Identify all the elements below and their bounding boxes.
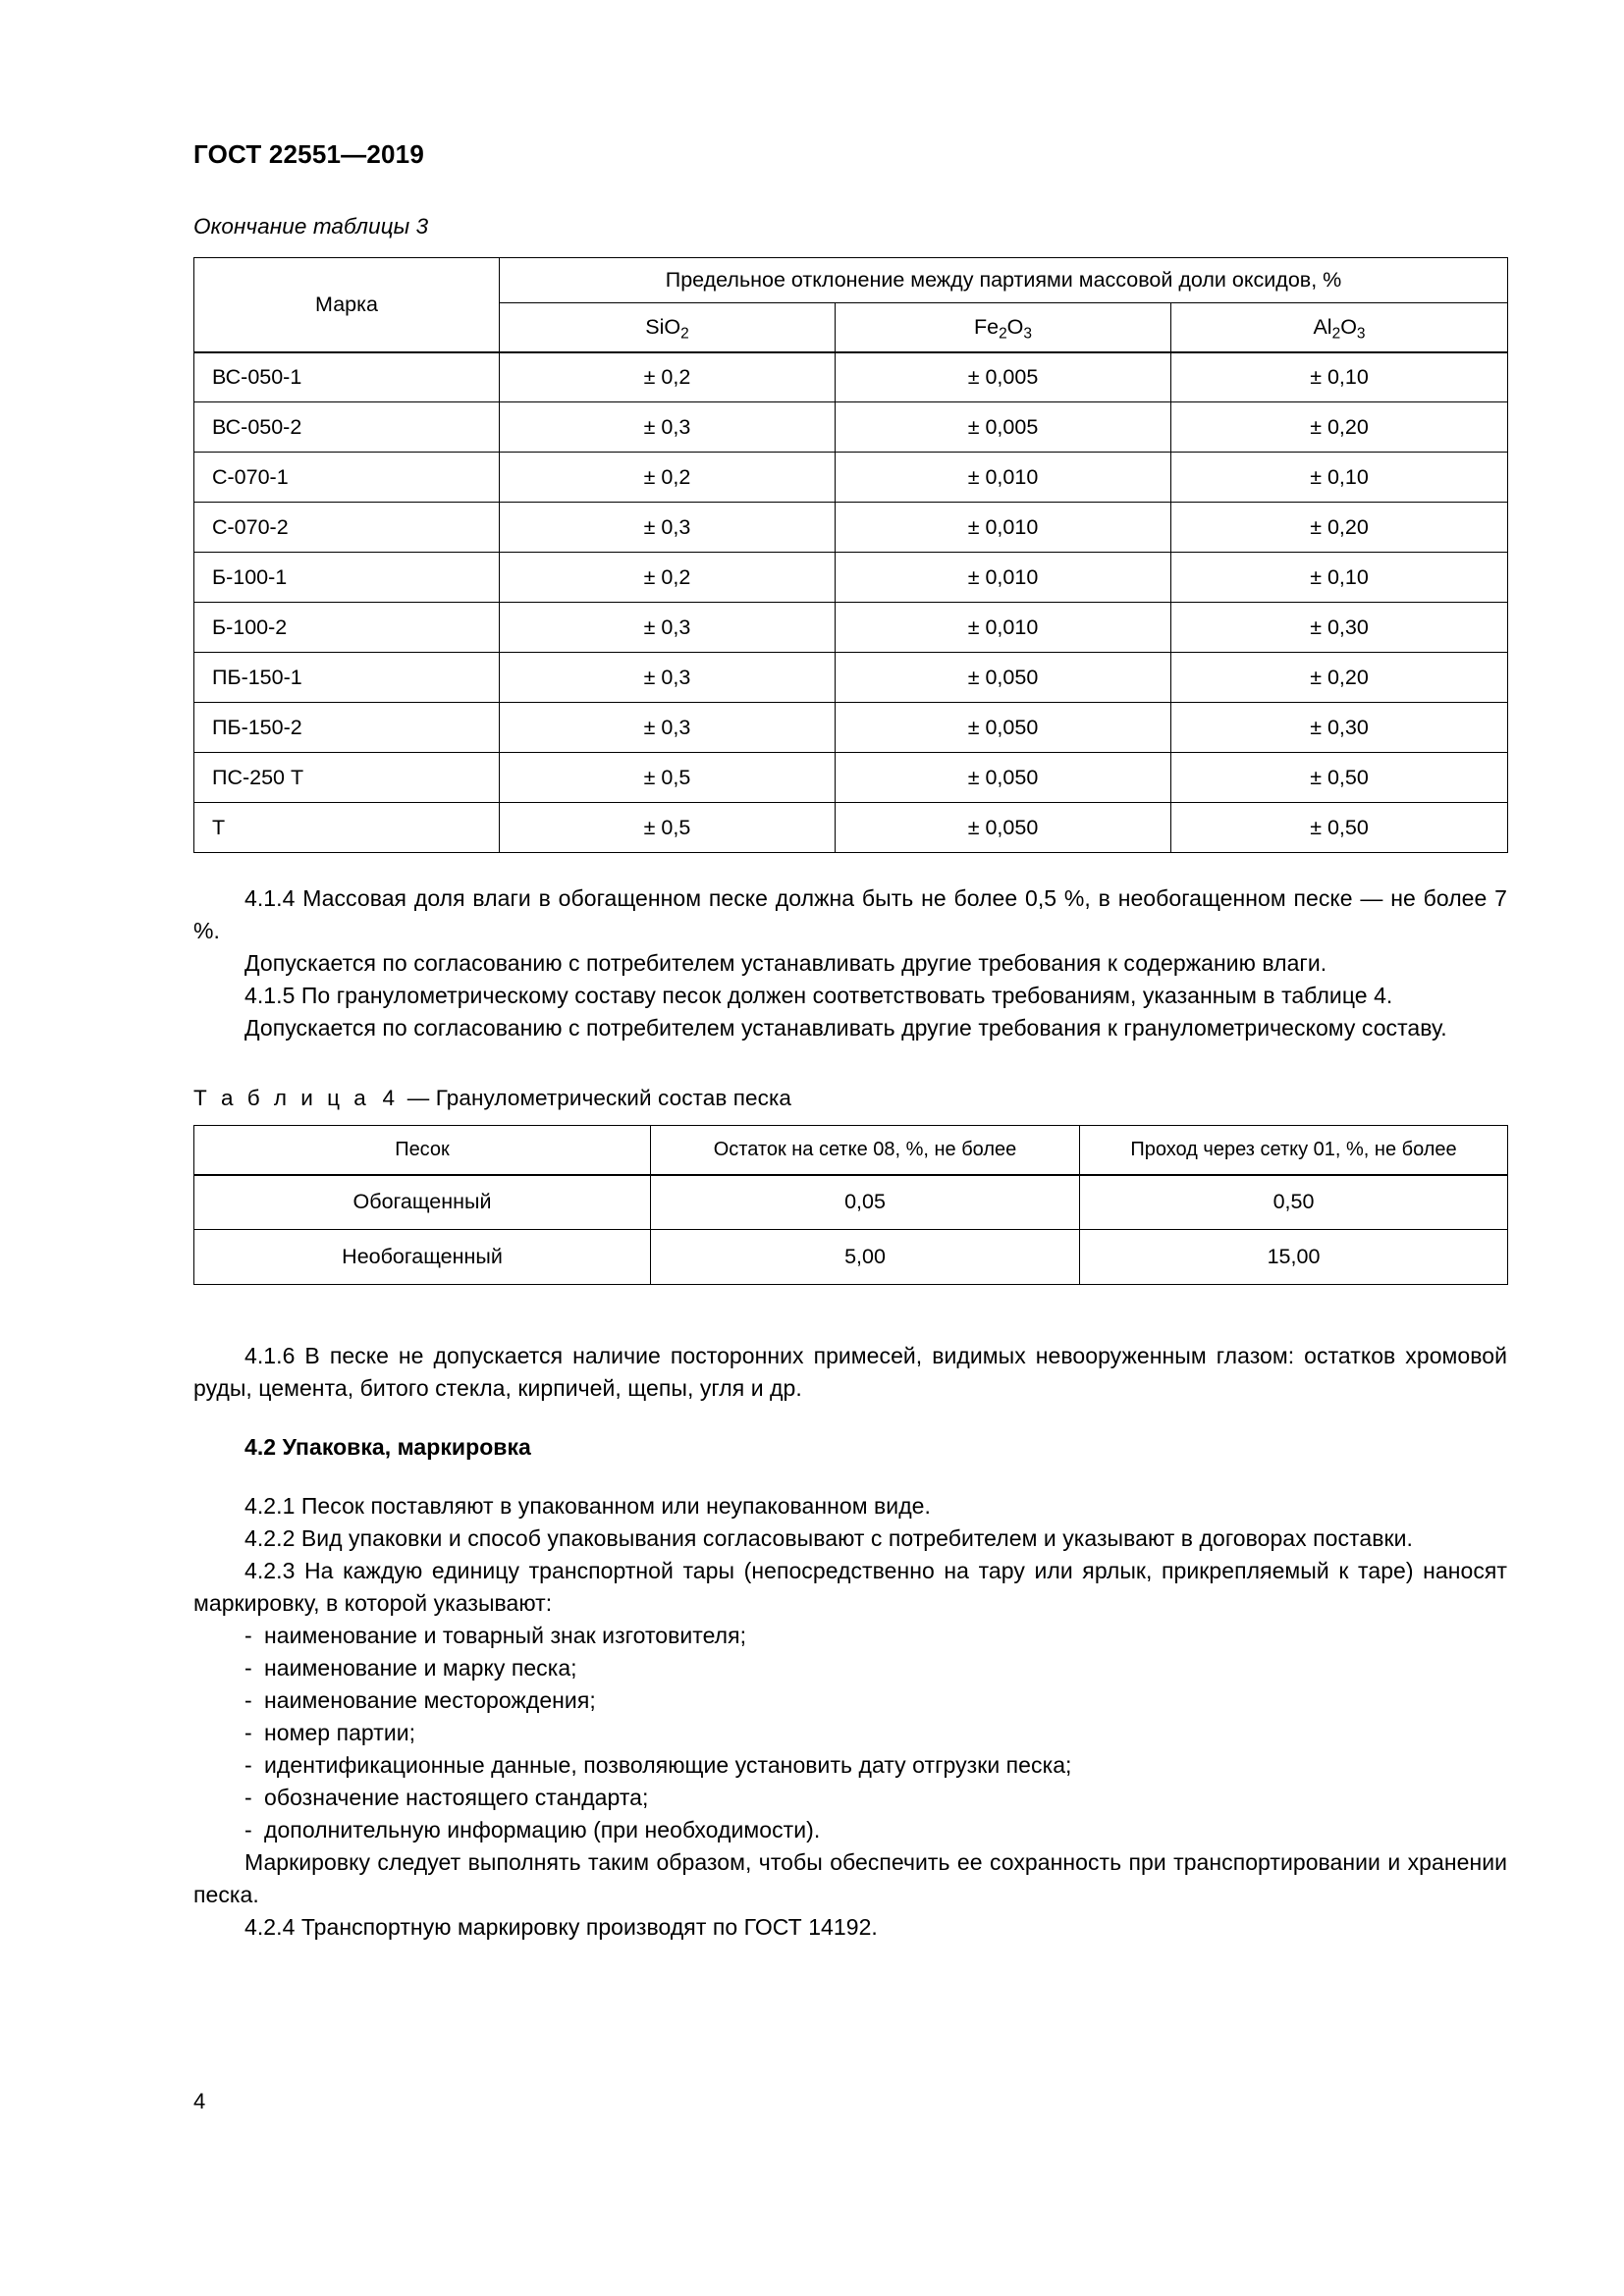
table3-cell-fe2o3: ± 0,010 bbox=[836, 553, 1171, 603]
table-row bbox=[194, 703, 1508, 753]
heading-4-2: 4.2 Упаковка, маркировка bbox=[244, 1434, 531, 1460]
page-number: 4 bbox=[193, 2089, 206, 2113]
table3-body bbox=[194, 352, 1508, 853]
table4-cell-sand: Необогащенный bbox=[194, 1230, 651, 1285]
table4-cell-residue: 5,00 bbox=[651, 1230, 1080, 1285]
table3-cell-fe2o3: ± 0,005 bbox=[836, 352, 1171, 402]
list-item: - дополнительную информацию (при необходимости). bbox=[193, 1814, 1507, 1846]
table3-cell-al2o3: ± 0,50 bbox=[1171, 803, 1508, 853]
table3-head bbox=[194, 258, 1508, 352]
clause-4-2-3: 4.2.3 На каждую единицу транспортной тары (непосредственно на тару или ярлык, прикрепляемый к таре) наносят маркировку, в которой указывают: bbox=[193, 1558, 1507, 1616]
table4-caption-word: Т а б л и ц а bbox=[193, 1086, 370, 1110]
table3-cell-sio2: ± 0,3 bbox=[500, 603, 836, 653]
table3-cell-fe2o3: ± 0,050 bbox=[836, 653, 1171, 703]
clause-4-1-4-note: Допускается по согласованию с потребителем устанавливать другие требования к содержанию влаги. bbox=[244, 950, 1327, 976]
table-row bbox=[194, 453, 1508, 503]
table3-cell-al2o3: ± 0,10 bbox=[1171, 352, 1508, 402]
table4-col-header-sand: Песок bbox=[194, 1126, 651, 1175]
table3-cell-mark: ПБ-150-2 bbox=[194, 703, 500, 753]
al2o3-base1: Al bbox=[1313, 314, 1332, 339]
spacer bbox=[193, 853, 1507, 882]
table3-cell-fe2o3: ± 0,050 bbox=[836, 753, 1171, 803]
clause-4-2-3-tail: Маркировку следует выполнять таким образом, чтобы обеспечить ее сохранность при транспортировании и хранении песка. bbox=[193, 1849, 1507, 1907]
list-item: - обозначение настоящего стандарта; bbox=[193, 1782, 1507, 1814]
table3-cell-al2o3: ± 0,50 bbox=[1171, 753, 1508, 803]
clause-4-1-5-note: Допускается по согласованию с потребителем устанавливать другие требования к гранулометрическому составу. bbox=[244, 1015, 1447, 1041]
table4-cell-passage: 0,50 bbox=[1080, 1175, 1508, 1230]
table-row bbox=[194, 553, 1508, 603]
spacer bbox=[193, 1044, 1507, 1086]
table4-caption bbox=[193, 1086, 1507, 1111]
fe2o3-base1: Fe bbox=[973, 314, 1000, 339]
table3-cell-sio2: ± 0,3 bbox=[500, 653, 836, 703]
table3-cell-fe2o3: ± 0,010 bbox=[836, 453, 1171, 503]
clause-4-2-2: 4.2.2 Вид упаковки и способ упаковывания согласовывают с потребителем и указывают в договорах поставки. bbox=[244, 1525, 1413, 1551]
fe2o3-base2: O bbox=[1006, 314, 1024, 339]
spacer bbox=[193, 1405, 1507, 1434]
table3-col-header-sio2 bbox=[500, 303, 836, 352]
al2o3-base2: O bbox=[1340, 314, 1357, 339]
table3-cell-fe2o3: ± 0,010 bbox=[836, 503, 1171, 553]
table-granulometric-composition bbox=[193, 1125, 1508, 1285]
al2o3-subscript1: 2 bbox=[1331, 325, 1341, 343]
table4-cell-passage: 15,00 bbox=[1080, 1230, 1508, 1285]
table3-cell-sio2: ± 0,3 bbox=[500, 503, 836, 553]
page-content bbox=[193, 214, 1507, 1944]
table3-header-row-1 bbox=[194, 258, 1508, 303]
table-row bbox=[194, 603, 1508, 653]
table3-cell-sio2: ± 0,5 bbox=[500, 753, 836, 803]
table3-cell-fe2o3: ± 0,005 bbox=[836, 402, 1171, 453]
fe2o3-subscript1: 2 bbox=[999, 325, 1007, 343]
table-row bbox=[194, 1175, 1508, 1230]
table4-col-header-residue: Остаток на сетке 08, %, не более bbox=[651, 1126, 1080, 1175]
clause-4-1-5: 4.1.5 По гранулометрическому составу песок должен соответствовать требованиям, указанным в таблице 4. bbox=[244, 983, 1393, 1008]
marking-requirements-list bbox=[193, 1620, 1507, 1846]
table-row bbox=[194, 1230, 1508, 1285]
sio2-subscript: 2 bbox=[680, 325, 689, 343]
table3-cell-mark: Б-100-1 bbox=[194, 553, 500, 603]
sio2-base: SiO bbox=[645, 314, 681, 339]
table3-col-header-fe2o3 bbox=[836, 303, 1171, 352]
table3-cell-fe2o3: ± 0,050 bbox=[836, 703, 1171, 753]
table3-cell-sio2: ± 0,2 bbox=[500, 352, 836, 402]
table-row bbox=[194, 803, 1508, 853]
table3-cell-mark: ВС-050-1 bbox=[194, 352, 500, 402]
table3-cell-al2o3: ± 0,10 bbox=[1171, 453, 1508, 503]
table-oxide-deviations bbox=[193, 257, 1508, 853]
table4-head bbox=[194, 1126, 1508, 1175]
table3-continuation-caption: Окончание таблицы 3 bbox=[193, 214, 429, 239]
table3-col-header-mark: Марка bbox=[194, 258, 500, 352]
table3-cell-sio2: ± 0,5 bbox=[500, 803, 836, 853]
table3-cell-al2o3: ± 0,10 bbox=[1171, 553, 1508, 603]
list-item: - номер партии; bbox=[193, 1717, 1507, 1749]
clause-4-2-4: 4.2.4 Транспортную маркировку производят по ГОСТ 14192. bbox=[244, 1914, 878, 1940]
table-row bbox=[194, 352, 1508, 402]
spacer bbox=[193, 1461, 1507, 1490]
table3-cell-sio2: ± 0,3 bbox=[500, 703, 836, 753]
table-row bbox=[194, 503, 1508, 553]
table3-cell-al2o3: ± 0,30 bbox=[1171, 703, 1508, 753]
table3-cell-al2o3: ± 0,20 bbox=[1171, 402, 1508, 453]
list-item: - наименование и марку песка; bbox=[193, 1652, 1507, 1684]
table3-cell-fe2o3: ± 0,010 bbox=[836, 603, 1171, 653]
table3-cell-mark: С-070-1 bbox=[194, 453, 500, 503]
clause-4-1-6: 4.1.6 В песке не допускается наличие посторонних примесей, видимых невооруженным глазом: остатков хромовой руды, цемента, битого стекла, кирпичей, щепы, угля и др. bbox=[193, 1343, 1507, 1401]
table3-cell-mark: Т bbox=[194, 803, 500, 853]
table3-cell-fe2o3: ± 0,050 bbox=[836, 803, 1171, 853]
table4-body bbox=[194, 1175, 1508, 1285]
table-row bbox=[194, 753, 1508, 803]
table4-col-header-passage: Проход через сетку 01, %, не более bbox=[1080, 1126, 1508, 1175]
table4-caption-title: — Гранулометрический состав песка bbox=[406, 1086, 792, 1110]
list-item: - наименование и товарный знак изготовителя; bbox=[193, 1620, 1507, 1652]
clause-4-2-1: 4.2.1 Песок поставляют в упакованном или неупакованном виде. bbox=[244, 1493, 931, 1519]
table3-cell-mark: ВС-050-2 bbox=[194, 402, 500, 453]
table-row bbox=[194, 653, 1508, 703]
list-item: - идентификационные данные, позволяющие установить дату отгрузки песка; bbox=[193, 1749, 1507, 1782]
table3-cell-al2o3: ± 0,20 bbox=[1171, 503, 1508, 553]
table3-cell-mark: Б-100-2 bbox=[194, 603, 500, 653]
table3-col-header-al2o3 bbox=[1171, 303, 1508, 352]
table3-cell-mark: ПС-250 Т bbox=[194, 753, 500, 803]
clause-4-1-4: 4.1.4 Массовая доля влаги в обогащенном песке должна быть не более 0,5 %, в необогащенном песке — не более 7 %. bbox=[193, 885, 1507, 943]
table3-cell-sio2: ± 0,2 bbox=[500, 453, 836, 503]
table4-caption-number: 4 bbox=[382, 1086, 396, 1110]
al2o3-subscript2: 3 bbox=[1356, 325, 1366, 343]
table4-header-row bbox=[194, 1126, 1508, 1175]
table-row bbox=[194, 402, 1508, 453]
table4-cell-sand: Обогащенный bbox=[194, 1175, 651, 1230]
list-item: - наименование месторождения; bbox=[193, 1684, 1507, 1717]
table4-cell-residue: 0,05 bbox=[651, 1175, 1080, 1230]
spacer bbox=[193, 1285, 1507, 1340]
table3-cell-mark: ПБ-150-1 bbox=[194, 653, 500, 703]
table3-group-header: Предельное отклонение между партиями массовой доли оксидов, % bbox=[500, 258, 1508, 303]
table3-cell-mark: С-070-2 bbox=[194, 503, 500, 553]
table3-cell-al2o3: ± 0,30 bbox=[1171, 603, 1508, 653]
table3-cell-sio2: ± 0,2 bbox=[500, 553, 836, 603]
table3-cell-al2o3: ± 0,20 bbox=[1171, 653, 1508, 703]
table3-cell-sio2: ± 0,3 bbox=[500, 402, 836, 453]
fe2o3-subscript2: 3 bbox=[1023, 325, 1033, 343]
standard-number-header: ГОСТ 22551—2019 bbox=[193, 139, 424, 169]
